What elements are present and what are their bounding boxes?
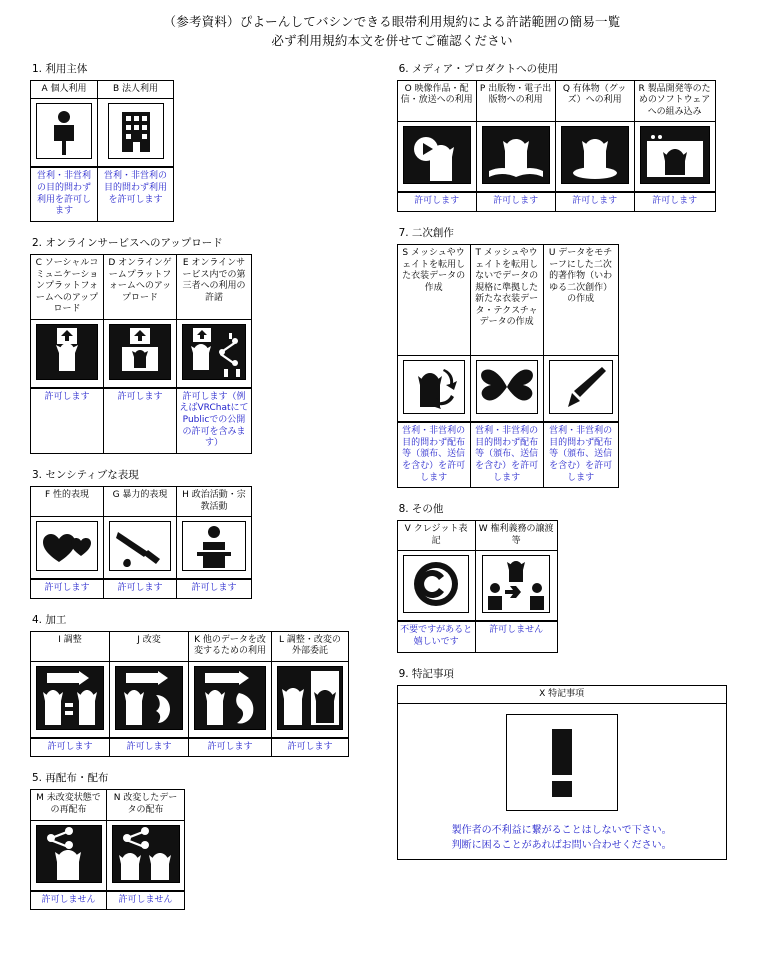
book-cat-icon xyxy=(482,126,550,184)
share-two-cats-icon xyxy=(112,825,180,883)
cell-image-l xyxy=(272,662,348,737)
cell-label-d: D オンラインゲームプラットフォームへのアップロード xyxy=(108,258,172,303)
section-5-heading: 5. 再配布・配布 xyxy=(32,772,109,785)
cell-image-b xyxy=(98,99,173,166)
cell-label-t: T メッシュやウェイトを転用しないでデータの規格に準拠した新たな衣装データ・テクスチャデータの作成 xyxy=(475,247,539,328)
upload-cat-icon xyxy=(36,324,98,380)
cat-arrow-shape-icon xyxy=(115,666,183,730)
section-9-table xyxy=(397,685,727,861)
section-7-heading: 7. 二次創作 xyxy=(398,226,454,239)
transfer-people-icon xyxy=(482,555,550,613)
cell-image-k xyxy=(189,662,271,737)
cell-label-p: P 出版物・電子出版物への利用 xyxy=(479,83,552,106)
cell-image-t xyxy=(471,356,543,421)
cell-label-w: W 権利義務の譲渡等 xyxy=(478,524,554,546)
cell-label-j: J 改変 xyxy=(137,634,161,645)
cell-permission-g: 許可します xyxy=(104,579,176,598)
cell-image-o xyxy=(398,122,476,191)
knife-icon xyxy=(109,521,171,571)
cell-label-k: K 他のデータを改変するための利用 xyxy=(193,634,266,657)
special-note-line-2: 判断に困ることがあればお問い合わせください。 xyxy=(451,840,672,852)
section-3-heading: 3. センシティブな表現 xyxy=(32,469,139,482)
cell-image-n xyxy=(107,821,184,890)
cell-image-x xyxy=(398,704,726,819)
cell-label-x: X 特記事項 xyxy=(539,688,585,699)
cell-image-q xyxy=(556,122,634,191)
cell-permission-k: 許可します xyxy=(189,738,271,757)
podium-speaker-icon xyxy=(182,521,246,571)
cell-image-f xyxy=(31,517,103,578)
cell-label-q: Q 有体物（グッズ）への利用 xyxy=(562,83,627,106)
cell-label-e: E オンラインサービス内での第三者への利用の許諾 xyxy=(182,258,246,303)
section-4-heading: 4. 加工 xyxy=(32,613,67,626)
cell-label-u: U データをモチーフにした二次的著作物（いわゆる二次創作）の作成 xyxy=(548,247,613,305)
cell-label-m: M 未改変状態での再配布 xyxy=(36,793,101,815)
section-9-heading: 9. 特記事項 xyxy=(398,667,454,680)
cell-permission-o: 許可します xyxy=(398,192,476,211)
cell-permission-c: 許可します xyxy=(31,388,103,407)
section-5 xyxy=(30,770,367,910)
section-8-heading: 8. その他 xyxy=(398,503,444,516)
cell-label-i: I 調整 xyxy=(58,634,82,645)
cell-permission-n: 許可しません xyxy=(107,891,184,910)
section-3 xyxy=(30,467,367,599)
cell-image-h xyxy=(177,517,251,578)
section-6 xyxy=(397,61,762,212)
cell-image-w xyxy=(476,551,557,620)
cell-image-g xyxy=(104,517,176,578)
cell-permission-i: 許可します xyxy=(31,738,109,757)
left-column xyxy=(30,61,367,923)
section-4-table xyxy=(30,631,349,758)
cell-label-c: C ソーシャルコミュニケーションプラットフォームへのアップロード xyxy=(35,258,99,315)
cell-image-e xyxy=(177,320,251,387)
cell-permission-q: 許可します xyxy=(556,192,634,211)
cell-label-s: S メッシュやウェイトを転用した衣装データの作成 xyxy=(402,247,466,293)
section-1-table xyxy=(30,80,174,222)
cell-image-m xyxy=(31,821,106,890)
cell-image-u xyxy=(544,356,618,421)
building-icon xyxy=(108,103,164,159)
section-9 xyxy=(397,666,762,861)
cat-equals-cat-icon xyxy=(36,666,104,730)
cell-permission-u: 営利・非営利の目的問わず配布等（頒布、送信を含む）を許可します xyxy=(544,422,618,487)
upload-monitor-cat-icon xyxy=(109,324,171,380)
cell-label-h: H 政治活動・宗教活動 xyxy=(182,490,246,512)
cell-image-d xyxy=(104,320,176,387)
cell-label-v: V クレジット表記 xyxy=(404,524,468,546)
copyright-icon xyxy=(403,555,469,613)
section-3-table xyxy=(30,486,252,599)
paintbrush-icon xyxy=(549,360,613,414)
cell-image-a xyxy=(31,99,97,166)
cell-label-l: L 調整・改変の外部委託 xyxy=(279,634,341,657)
cloth-shape-icon xyxy=(476,360,538,414)
title-line-1: （参考資料）ぴよーんしてバシンできる眼帯利用規約による許諾範囲の簡易一覧 xyxy=(163,14,621,29)
cell-permission-w: 許可しません xyxy=(476,621,557,640)
cell-permission-p: 許可します xyxy=(477,192,555,211)
content-columns xyxy=(0,51,784,923)
cell-permission-a: 営利・非営利の目的問わず利用を許可します xyxy=(31,167,97,221)
cell-permission-b: 営利・非営利の目的問わず利用を許可します xyxy=(98,167,173,209)
cat-to-horn-icon xyxy=(194,666,266,730)
section-2 xyxy=(30,235,367,454)
cell-label-b: B 法人利用 xyxy=(112,83,159,94)
cell-permission-l: 許可します xyxy=(272,738,348,757)
cell-permission-v: 不要ですがあると嬉しいです xyxy=(398,621,475,651)
cell-permission-e: 許可します（例えばVRChatにてPublicでの公開の許可を含みます） xyxy=(177,388,251,453)
cell-image-c xyxy=(31,320,103,387)
section-4 xyxy=(30,612,367,758)
special-notes xyxy=(398,819,726,859)
figure-cat-icon xyxy=(561,126,629,184)
cell-permission-t: 営利・非営利の目的問わず配布等（頒布、送信を含む）を許可します xyxy=(471,422,543,487)
cell-label-r: R 製品開発等のためのソフトウェアへの組み込み xyxy=(638,83,711,117)
exclamation-icon xyxy=(506,714,618,811)
special-note-line-1: 製作者の不利益に繋がることはしないで下さい。 xyxy=(451,825,672,837)
cell-image-p xyxy=(477,122,555,191)
cell-permission-d: 許可します xyxy=(104,388,176,407)
cell-permission-j: 許可します xyxy=(110,738,188,757)
right-column xyxy=(397,61,762,923)
section-6-table xyxy=(397,80,716,212)
cell-image-j xyxy=(110,662,188,737)
cell-image-s xyxy=(398,356,470,421)
cell-label-a: A 個人利用 xyxy=(41,83,87,94)
hearts-icon xyxy=(36,521,98,571)
share-people-cat-icon xyxy=(182,324,246,380)
section-8 xyxy=(397,501,762,652)
title-line-2: 必ず利用規約本文を併せてご確認ください xyxy=(271,33,513,49)
section-7 xyxy=(397,225,762,488)
section-2-heading: 2. オンラインサービスへのアップロード xyxy=(32,237,223,250)
window-cat-icon xyxy=(640,126,710,184)
cell-permission-f: 許可します xyxy=(31,579,103,598)
section-1 xyxy=(30,61,367,222)
cell-label-n: N 改変したデータの配布 xyxy=(113,793,178,815)
cat-two-panels-icon xyxy=(277,666,343,730)
cell-permission-m: 許可しません xyxy=(31,891,106,910)
cell-image-i xyxy=(31,662,109,737)
cell-label-f: F 性的表現 xyxy=(44,490,90,501)
cell-permission-h: 許可します xyxy=(177,579,251,598)
section-2-table xyxy=(30,254,252,454)
section-6-heading: 6. メディア・プロダクトへの使用 xyxy=(398,62,559,75)
section-8-table xyxy=(397,520,558,652)
cell-permission-s: 営利・非営利の目的問わず配布等（頒布、送信を含む）を許可します xyxy=(398,422,470,487)
section-1-heading: 1. 利用主体 xyxy=(32,62,88,75)
share-cat-icon xyxy=(36,825,102,883)
cell-image-v xyxy=(398,551,475,620)
section-7-table xyxy=(397,244,619,488)
section-5-table xyxy=(30,789,185,910)
cell-label-o: O 映像作品・配信・放送への利用 xyxy=(400,83,473,106)
cell-label-g: G 暴力的表現 xyxy=(112,490,168,501)
cell-image-r xyxy=(635,122,715,191)
cat-recycle-icon xyxy=(403,360,465,414)
play-cat-icon xyxy=(403,126,471,184)
person-icon xyxy=(36,103,92,159)
page-title xyxy=(0,0,784,51)
cell-permission-r: 許可します xyxy=(635,192,715,211)
